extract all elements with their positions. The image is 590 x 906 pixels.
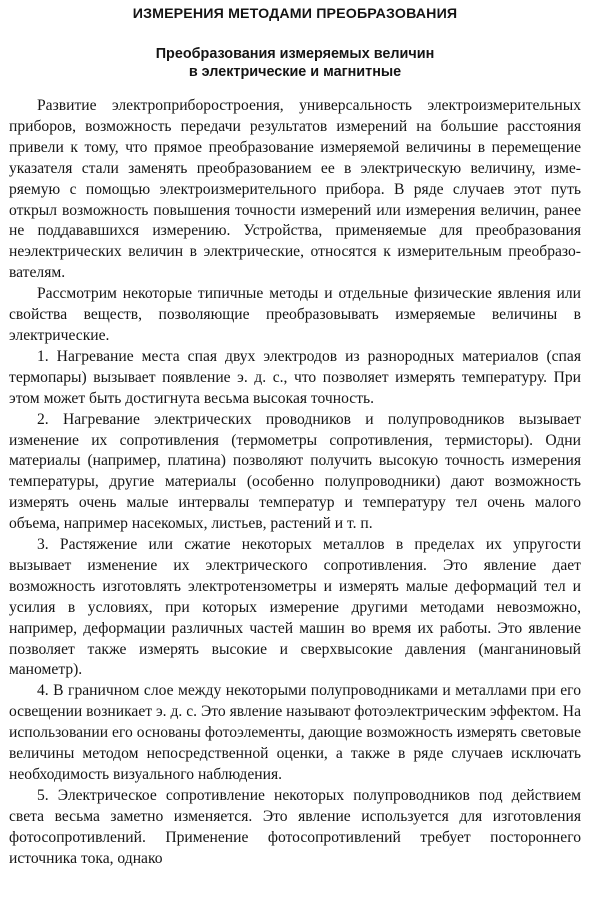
section-title <box>9 46 581 81</box>
paragraph-item-1: 1. Нагревание места спая двух электродов из разнородных материалов (спая термопары) вызывает появление э. д. с., что позволяет измерять температуру. При этом может быть достигнута весьма высокая точность. <box>9 347 581 407</box>
paragraph-item-2: 2. Нагревание электрических проводников и полупроводников вызывает изменение их сопротивления (термометры сопротивления, термисторы). Одни материалы (например, платина) позволяют получить высокую точность измерения температуры, другие материалы (особенно полупроводники) дают возможность измерять очень малые интервалы температур и температуру тел очень малого объема, например насекомых, листьев, растений и т. п. <box>9 410 581 533</box>
paragraph-item-5: 5. Электрическое сопротивление некоторых полупроводников под действием света весьма заметно изменяется. Это явление используется для изготовления фотосопротивлений. Применение фотосопротивлений требует постороннего источника тока, однако <box>9 786 581 867</box>
body-text <box>9 96 581 870</box>
paragraph-item-4: 4. В граничном слое между некоторыми полупроводниками и металлами при его освещении возникает э. д. с. Это явление называют фотоэлектрическим эффектом. На использовании его основаны фотоэлементы, дающие возможность измерять световые величины методом непосредственной оценки, а также в ряде случаев исключать необходимость визуального наблюдения. <box>9 682 581 783</box>
section-title-line-2: в электрические и магнитные <box>188 63 402 80</box>
running-head: ИЗМЕРЕНИЯ МЕТОДАМИ ПРЕОБРАЗОВАНИЯ <box>132 6 458 22</box>
paragraph-intro: Развитие электроприборостроения, универсальность электроизмерительных приборов, возможность передачи результатов измерений на большие расстояния привели к тому, что прямое преобразование измеряемой величины в перемещение указателя стали заменять преобразованием ее в электрическую величину, измеряемую с помощью электроизмерительного прибора. В ряде случаев этот путь открыл возможность повышения точности измерений или измерения величин, ранее не поддававшихся измерению. Устройства, применяемые для преобразования неэлектрических величин в электрические, относятся к измерительным преобразователям. <box>9 97 581 282</box>
paragraph-overview: Рассмотрим некоторые типичные методы и отдельные физические явления или свойства веществ, позволяющие преобразовывать измеряемые величины в электрические. <box>9 285 581 344</box>
section-title-line-1: Преобразования измеряемых величин <box>155 46 435 62</box>
paragraph-item-3: 3. Растяжение или сжатие некоторых металлов в пределах их упругости вызывает изменение их электрического сопротивления. Это явление дает возможность изготовлять электротензометры и измерять малые деформаций тел и усилия в условиях, при которых измерение другими методами невозможно, например, деформации различных частей машин во время их работы. Это явление позволяет также измерять высокие и сверхвысокие давления (манганиновый манометр). <box>9 536 581 679</box>
